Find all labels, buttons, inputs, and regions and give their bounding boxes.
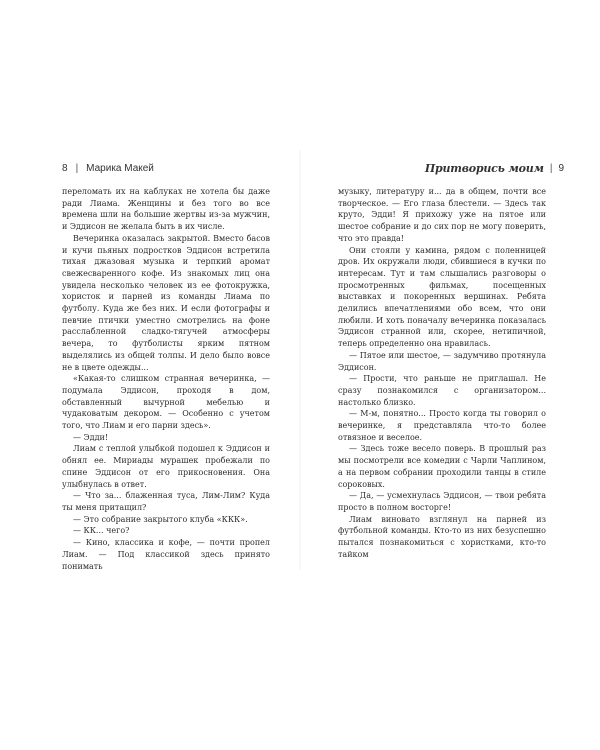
header-separator: | [75,162,79,174]
paragraph: — КК... чего? [73,526,130,536]
paragraph: — Кино, классика и кофе, — почти пропел Лиам. — Под классикой здесь принято понимать [62,538,270,571]
paragraph: Вечеринка оказалась закрытой. Вместо басов и кучи пьяных подростков Эддисон встретила тихая джазовая музыка и терпкий аромат свежесваренного кофе. Из знакомых лиц она увидела несколько человек из ее фотокружка, хористок и парней из команды Лиама по футболу. Куда же без них. И если фотографы и певчие птички уместно смотрелись на фоне расслабленной сладко-тягучей атмосферы вечера, то футболисты ярким пятном выделялись из общей толпы. И дело было вовсе не в цвете одежды... [62,233,270,372]
right-page-number: 9 [558,162,564,174]
paragraph: музыку, литературу и... да в общем, почти все творческое. — Его глаза блестели. — Здесь так круто, Эдди! Я прихожу уже на пятое или шестое собрание и до сих пор не могу поверить, что это правда! [338,187,546,243]
left-page-number: 8 [62,162,68,174]
paragraph: Лиам виновато взглянул на парней из футбольной команды. Кто-то из них безуспешно пытался познакомиться с хористками, кто-то тайком [338,514,546,559]
right-page-body [338,186,546,561]
author-name: Марика Макей [86,162,154,174]
left-page-header [62,160,154,176]
paragraph: — Что за... блаженная туса, Лим-Лим? Куда ты меня притащил? [62,491,270,512]
book-title: Притворись моим [424,161,544,175]
right-page-header [425,160,564,176]
header-separator: | [549,162,553,174]
paragraph: — Пятое или шестое, — задумчиво протянула Эддисон. [338,350,546,372]
paragraph: — Прости, что раньше не приглашал. Не сразу познакомился с организатором... настолько близко. [338,374,546,407]
left-page-body [62,186,270,572]
page-gutter [299,150,301,570]
paragraph: — Эдди! [73,432,109,442]
paragraph: переломать их на каблуках не хотела бы даже ради Лиама. Женщины и без того во все времена шли на большие жертвы из-за мужчин, и Эддисон не желала быть в их числе. [62,187,270,232]
paragraph: Лиам с теплой улыбкой подошел к Эддисон и обнял ее. Мириады мурашек пробежали по спине Эддисон от его прикосновения. Она улыбнулась в ответ. [62,444,270,489]
paragraph: Они стояли у камина, рядом с поленницей дров. Их окружали люди, сбившиеся в кучки по интересам. Тут и там слышались разговоры о просмотренных фильмах, посещенных выставках и покоренных вершинах. Ребята делились впечатлениями обо всем, что они любили. И хоть поначалу вечеринка показалась Эддисон странной или, скорее, нетипичной, теперь определенно она нравилась. [338,245,546,349]
paragraph: — Здесь тоже весело поверь. В прошлый раз мы посмотрели все комедии с Чарли Чаплином, а на первом собрании проходили танцы в стиле сороковых. [338,444,546,489]
paragraph: — Это собрание закрытого клуба «ККК». [73,514,248,524]
paragraph: «Какая-то слишком странная вечеринка, — подумала Эддисон, проходя в дом, обставленный вычурной мебелью и чудаковатым декором. — Особенно с учетом того, что Лиам и его парни здесь». [62,374,270,431]
paragraph: — М-м, понятно... Просто когда ты говорил о вечеринке, я представляла что-то более отвязное и веселое. [338,409,546,442]
paragraph: — Да, — усмехнулась Эддисон, — твои ребята просто в полном восторге! [338,491,546,512]
